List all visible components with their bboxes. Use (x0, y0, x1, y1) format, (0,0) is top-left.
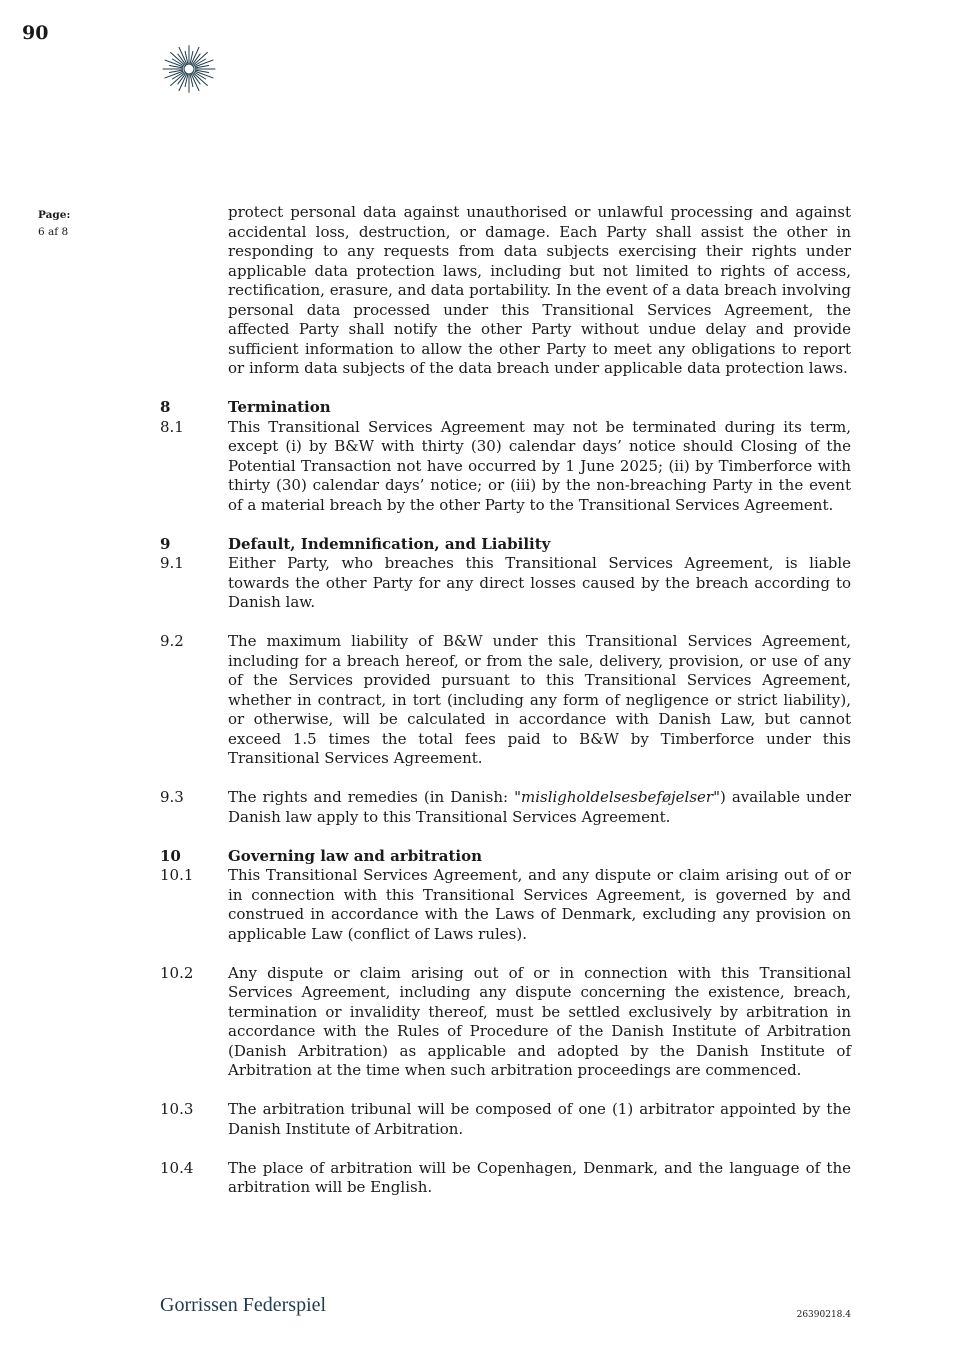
clause-number: 10.3 (160, 1100, 194, 1118)
clause-text: The arbitration tribunal will be composed of one (1) arbitrator appointed by the Danish Institute of Arbitration. (228, 1100, 851, 1138)
clause (160, 866, 851, 944)
clause-text-part: The rights and remedies (in Danish: " (228, 788, 521, 806)
page-count: 6 af 8 (38, 226, 69, 238)
clause-text: The place of arbitration will be Copenhagen, Denmark, and the language of the arbitration will be English. (228, 1158, 851, 1196)
intro-paragraph: protect personal data against unauthorised or unlawful processing and against accidental loss, destruction, or damage. Each Party shall assist the other in responding to any requests from data subjects exercising their rights under applicable data protection laws, including but not limited to rights of access, rectification, erasure, and data portability. In the event of a data breach involving personal data processed under this Transitional Services Agreement, the affected Party shall notify the other Party without undue delay and provide sufficient information to allow the other Party to meet any obligations to report or inform data subjects of the data breach under applicable data protection laws. (228, 203, 851, 377)
page-number: 90 (22, 22, 49, 44)
clause-number: 9.1 (160, 554, 184, 572)
clause-number: 10.4 (160, 1158, 194, 1177)
section-title: Governing law and arbitration (228, 846, 482, 865)
starburst-logo-icon (160, 43, 218, 95)
clause (160, 1159, 851, 1198)
clause-text: Either Party, who breaches this Transitional Services Agreement, is liable towards the other Party for any direct losses caused by the breach according to Danish law. (228, 554, 851, 611)
clause-text: This Transitional Services Agreement, and any dispute or claim arising out of or in connection with this Transitional Services Agreement, is governed by and construed in accordance with the Laws of Denmark, excluding any provision on applicable Law (conflict of Laws rules). (228, 866, 851, 943)
section-9 (160, 535, 851, 828)
page-label: Page: (38, 209, 71, 221)
clause-text: This Transitional Services Agreement may not be terminated during its term, except (i) by B&W with thirty (30) calendar days’ notice should Closing of the Potential Transaction not have occurred by 1 June 2025; (ii) by Timberforce with thirty (30) calendar days’ notice; or (iii) by the non-breaching Party in the event of a material breach by the other Party to the Transitional Services Agreement. (228, 417, 851, 514)
clause-number: 8.1 (160, 417, 184, 436)
clause (160, 554, 851, 613)
clause (160, 964, 851, 1081)
section-number: 10 (160, 846, 181, 865)
clause (160, 788, 851, 827)
section-heading (160, 847, 851, 867)
clause-number: 9.3 (160, 788, 184, 806)
section-heading (160, 398, 851, 418)
danish-term: misligholdelsesbeføjelser (520, 788, 714, 806)
document-body (160, 203, 851, 1198)
clause (160, 1100, 851, 1139)
clause-number: 10.2 (160, 963, 194, 982)
page-meta (38, 207, 70, 241)
section-title: Termination (228, 398, 331, 416)
clause-number: 9.2 (160, 632, 184, 650)
section-title: Default, Indemnification, and Liability (228, 534, 551, 553)
section-number: 8 (160, 398, 171, 416)
clause-text (228, 788, 851, 827)
clause-text: Any dispute or claim arising out of or in connection with this Transitional Services Agreement, including any dispute concerning the existence, breach, termination or invalidity thereof, must be settled exclusively by arbitration in accordance with the Rules of Procedure of the Danish Institute of Arbitration (Danish Arbitration) as applicable and adopted by the Danish Institute of Arbitration at the time when such arbitration proceedings are commenced. (228, 963, 851, 1079)
section-8 (160, 398, 851, 515)
section-heading (160, 535, 851, 555)
section-number: 9 (160, 534, 171, 553)
clause (160, 632, 851, 769)
document-id: 26390218.4 (796, 1310, 851, 1320)
footer-brand: Gorrissen Federspiel (160, 1294, 327, 1316)
clause-number: 10.1 (160, 866, 194, 884)
clause (160, 418, 851, 516)
section-10 (160, 847, 851, 1198)
clause-text-part: ") available under Danish law apply to this Transitional Services Agreement. (228, 788, 852, 826)
clause-text: The maximum liability of B&W under this Transitional Services Agreement, including for a breach hereof, or from the sale, delivery, provision, or use of any of the Services provided pursuant to this Transitional Services Agreement, whether in contract, in tort (including any form of negligence or strict liability), or otherwise, will be calculated in accordance with Danish Law, but cannot exceed 1.5 times the total fees paid to B&W by Timberforce under this Transitional Services Agreement. (228, 632, 851, 767)
